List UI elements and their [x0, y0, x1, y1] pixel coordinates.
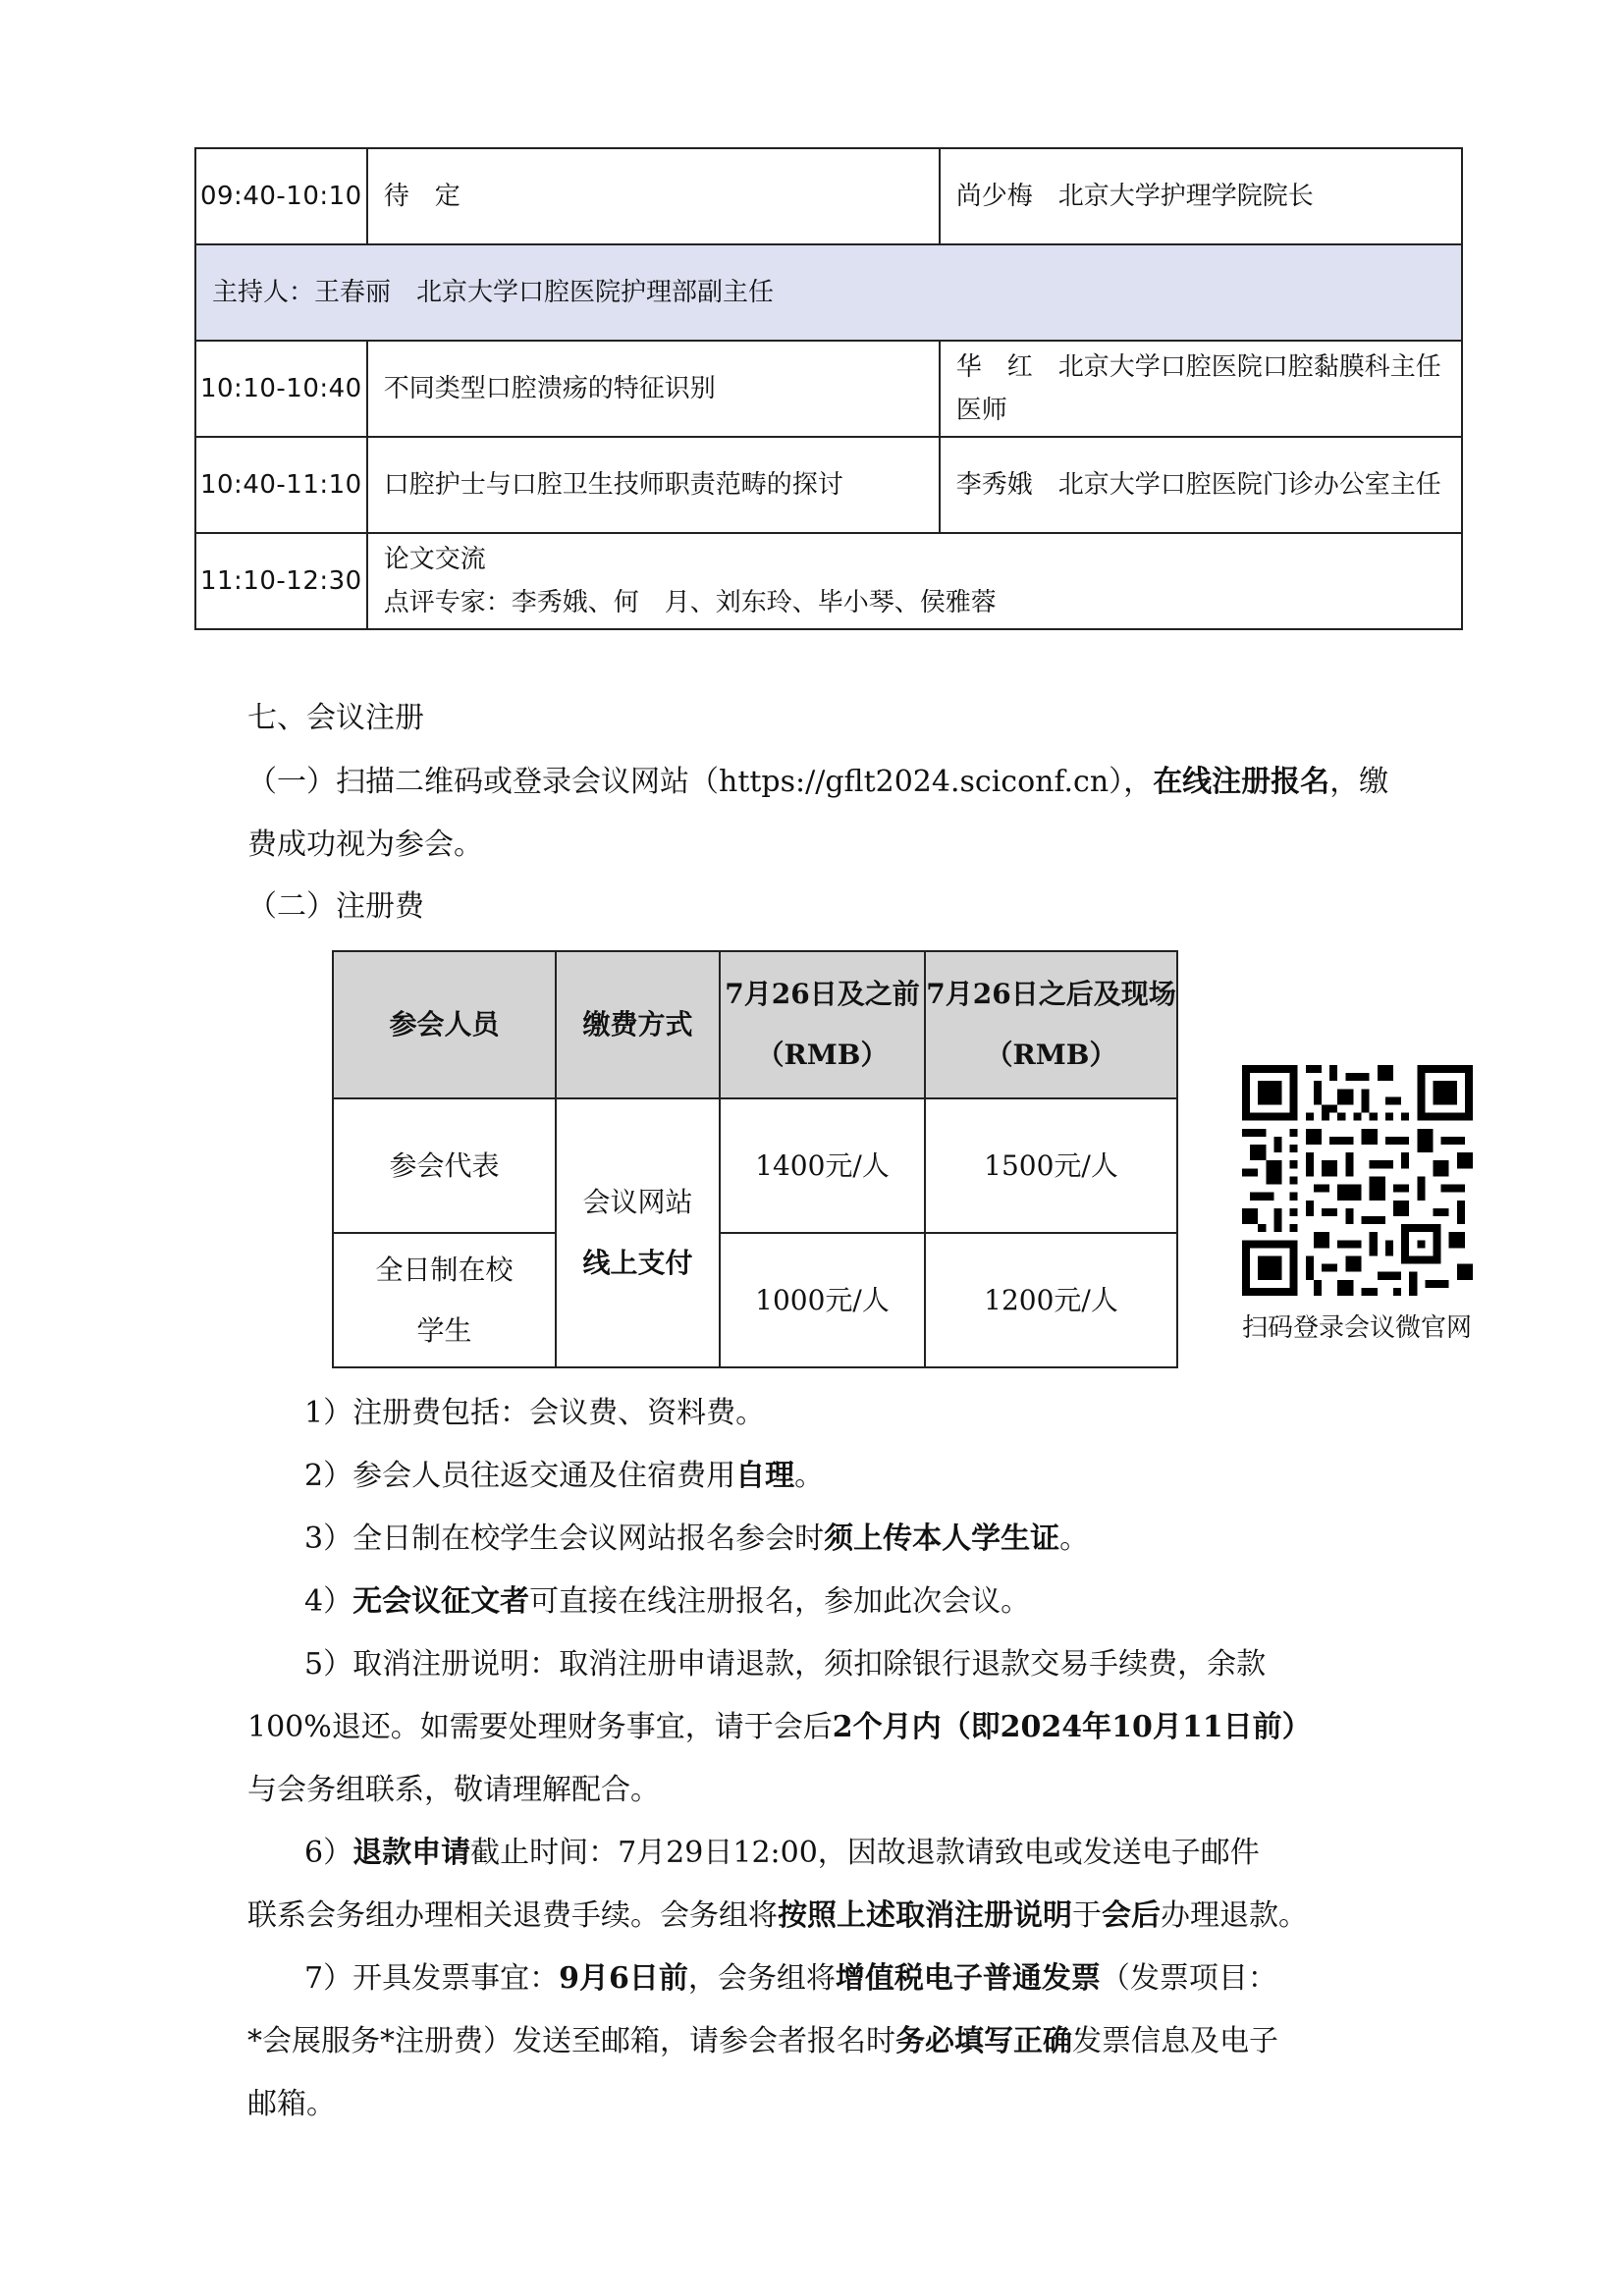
fee-row [333, 1098, 1177, 1233]
note-text: 办理退款。 [1161, 1898, 1308, 1933]
note-5-end: 与会务组联系，敬请理解配合。 [247, 1773, 660, 1807]
fee-header: 参会人员 [333, 951, 556, 1098]
fee-header: 7月26日之后及现场（RMB） [925, 951, 1177, 1098]
note-5: 5）取消注册说明：取消注册申请退款，须扣除银行退款交易手续费，余款 [304, 1647, 1267, 1682]
schedule-speaker: 尚少梅 北京大学护理学院院长 [940, 148, 1462, 244]
note-text: 。 [1059, 1522, 1090, 1556]
fee-payment-method [556, 1098, 720, 1367]
note-text: 于 [1072, 1898, 1102, 1933]
note-text: 。 [794, 1459, 825, 1493]
payment-method-line1: 会议网站 [582, 1186, 693, 1218]
schedule-speaker: 华 红 北京大学口腔医院口腔黏膜科主任医师 [940, 341, 1462, 437]
note-1: 1）注册费包括：会议费、资料费。 [304, 1396, 766, 1430]
fee-table [332, 950, 1178, 1368]
note-emphasis: 按照上述取消注册说明 [778, 1898, 1072, 1933]
fee-subheading: （二）注册费 [247, 889, 424, 924]
schedule-time: 11:10-12:30 [195, 533, 367, 629]
schedule-time: 10:40-11:10 [195, 437, 367, 533]
schedule-row [195, 341, 1462, 437]
fee-row [333, 1233, 1177, 1367]
fee-header: 7月26日及之前（RMB） [720, 951, 925, 1098]
payment-method-line2: 线上支付 [582, 1247, 693, 1279]
note-6-cont [247, 1885, 1406, 1948]
review-experts: 点评专家：李秀娥、何 月、刘东玲、毕小琴、侯雅蓉 [383, 588, 997, 617]
note-emphasis: 9月6日前 [559, 1961, 688, 1996]
note-emphasis: 退款申请 [352, 1836, 471, 1870]
note-2 [304, 1445, 1463, 1508]
schedule-time: 09:40-10:10 [195, 148, 367, 244]
note-text: 2）参会人员往返交通及住宿费用 [304, 1459, 736, 1493]
schedule-topic [367, 533, 1462, 629]
note-text: 4） [304, 1584, 353, 1619]
fee-attendee-type: 全日制在校学生 [333, 1233, 556, 1367]
note-emphasis: 增值税电子普通发票 [835, 1961, 1101, 1996]
note-7-cont [247, 2010, 1406, 2073]
qr-code-icon[interactable] [1242, 1065, 1473, 1296]
note-text: 截止时间：7月29日12:00，因故退款请致电或发送电子邮件 [470, 1836, 1260, 1870]
note-emphasis: 无会议征文者 [352, 1584, 530, 1619]
schedule-row [195, 148, 1462, 244]
paper-exchange-label: 论文交流 [383, 545, 486, 574]
note-text: 3）全日制在校学生会议网站报名参会时 [304, 1522, 825, 1556]
note-text: 可直接在线注册报名，参加此次会议。 [529, 1584, 1031, 1619]
schedule-host-row [195, 244, 1462, 341]
note-emphasis: 须上传本人学生证 [824, 1522, 1060, 1556]
fee-header-row [333, 951, 1177, 1098]
note-text: （发票项目： [1100, 1961, 1277, 1996]
fee-late: 1500元/人 [925, 1098, 1177, 1233]
fee-late: 1200元/人 [925, 1233, 1177, 1367]
note-7-end: 邮箱。 [247, 2087, 336, 2121]
fee-early: 1000元/人 [720, 1233, 925, 1367]
note-emphasis: 2个月内（即2024年10月11日前） [832, 1710, 1312, 1744]
note-5-cont [247, 1696, 1406, 1759]
note-text: 7）开具发票事宜： [304, 1961, 560, 1996]
schedule-row [195, 533, 1462, 629]
registration-text: （一）扫描二维码或登录会议网站（https://gflt2024.sciconf.cn）， [247, 765, 1154, 799]
note-7 [304, 1948, 1406, 2010]
schedule-topic: 待 定 [367, 148, 940, 244]
note-emphasis: 自理 [735, 1459, 795, 1493]
qr-caption: 扫码登录会议微官网 [1241, 1313, 1472, 1343]
note-text: 联系会务组办理相关退费手续。会务组将 [247, 1898, 778, 1933]
note-text: 发票信息及电子 [1072, 2024, 1278, 2058]
fee-header: 缴费方式 [556, 951, 720, 1098]
schedule-row [195, 437, 1462, 533]
note-6 [304, 1822, 1406, 1885]
note-emphasis: 务必填写正确 [895, 2024, 1072, 2058]
fee-attendee-type: 参会代表 [333, 1098, 556, 1233]
registration-text-end: ，缴费成功视为参会。 [247, 765, 1389, 862]
note-4 [304, 1571, 1463, 1633]
note-text: 100%退还。如需要处理财务事宜，请于会后 [247, 1710, 833, 1744]
note-emphasis: 会后 [1102, 1898, 1161, 1933]
fee-early: 1400元/人 [720, 1098, 925, 1233]
note-text: 6） [304, 1836, 353, 1870]
schedule-topic: 不同类型口腔溃疡的特征识别 [367, 341, 940, 437]
registration-paragraph [247, 751, 1416, 877]
note-text: ，会务组将 [687, 1961, 836, 1996]
schedule-host: 主持人：王春丽 北京大学口腔医院护理部副主任 [195, 244, 1462, 341]
schedule-time: 10:10-10:40 [195, 341, 367, 437]
registration-emphasis: 在线注册报名 [1153, 765, 1330, 799]
schedule-topic: 口腔护士与口腔卫生技师职责范畴的探讨 [367, 437, 940, 533]
schedule-table [194, 147, 1463, 630]
note-3 [304, 1508, 1463, 1571]
note-text: *会展服务*注册费）发送至邮箱，请参会者报名时 [247, 2024, 895, 2058]
schedule-speaker: 李秀娥 北京大学口腔医院门诊办公室主任 [940, 437, 1462, 533]
section-heading: 七、会议注册 [247, 701, 424, 735]
